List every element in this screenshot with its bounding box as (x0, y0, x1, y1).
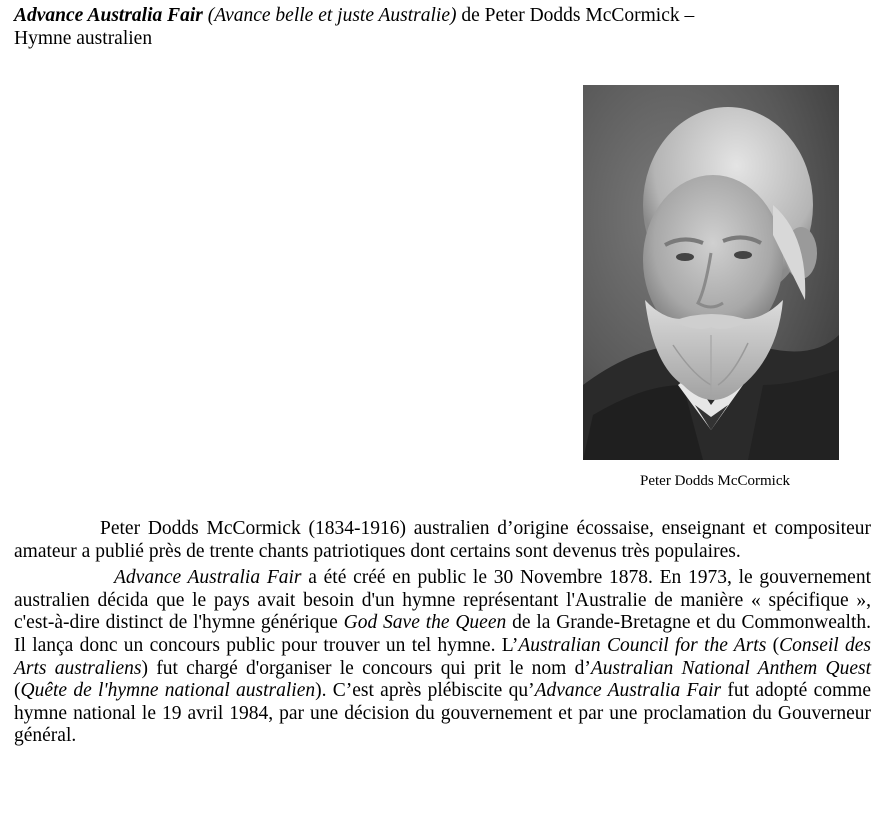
anthem-title: Advance Australia Fair (14, 5, 203, 26)
text-italic: Quête de l'hymne national australien (20, 680, 316, 702)
portrait-photo (583, 85, 839, 460)
text-run: ) fut chargé d'organiser le concours qui prit le nom d’ (141, 657, 591, 679)
text-run: ( (14, 680, 21, 702)
text-italic: Australian National Anthem Quest (590, 657, 871, 679)
text-run: ). C’est après plébiscite qu’ (315, 680, 535, 702)
text-run: fut adopté comme hymne national le 19 avril 1984, par une décision du gouvernement et par une proclamation du Gouverneur général. (14, 680, 871, 747)
text-italic: Conseil des Arts australiens (14, 634, 871, 679)
anthem-author: de Peter Dodds McCormick – (461, 5, 695, 26)
anthem-subtitle: Hymne australien (14, 28, 153, 49)
anthem-title-translation: (Avance belle et juste Australie) (207, 5, 457, 26)
text-italic: Australian Council for the Arts (518, 634, 767, 656)
text-run: ( (766, 634, 780, 656)
portrait-image (583, 85, 839, 460)
text-italic: Advance Australia Fair (534, 680, 722, 702)
text-run: de la Grande-Bretagne et du Commonwealth. Il lança donc un concours public pour trouver un tel hymne. L’ (14, 612, 871, 656)
document-body (14, 518, 871, 752)
paragraph-biography: Peter Dodds McCormick (1834-1916) australien d’origine écossaise, enseignant et compositeur amateur a publié près de trente chants patriotiques dont certains sont devenus très populaires. (14, 518, 871, 562)
paragraph-anthem-history (14, 567, 871, 748)
portrait-caption: Peter Dodds McCormick (640, 473, 790, 489)
document-heading (14, 4, 876, 50)
text-run: a été créé en public le 30 Novembre 1878. En 1973, le gouvernement australien décida que le pays avait besoin d'un hymne représentant l'Australie de manière « spécifique », c'est-à-dire distinct de l'hymne générique (14, 567, 871, 634)
text-italic: God Save the Queen (343, 612, 507, 634)
portrait-figure (583, 85, 839, 460)
text-italic: Advance Australia Fair (114, 567, 302, 589)
